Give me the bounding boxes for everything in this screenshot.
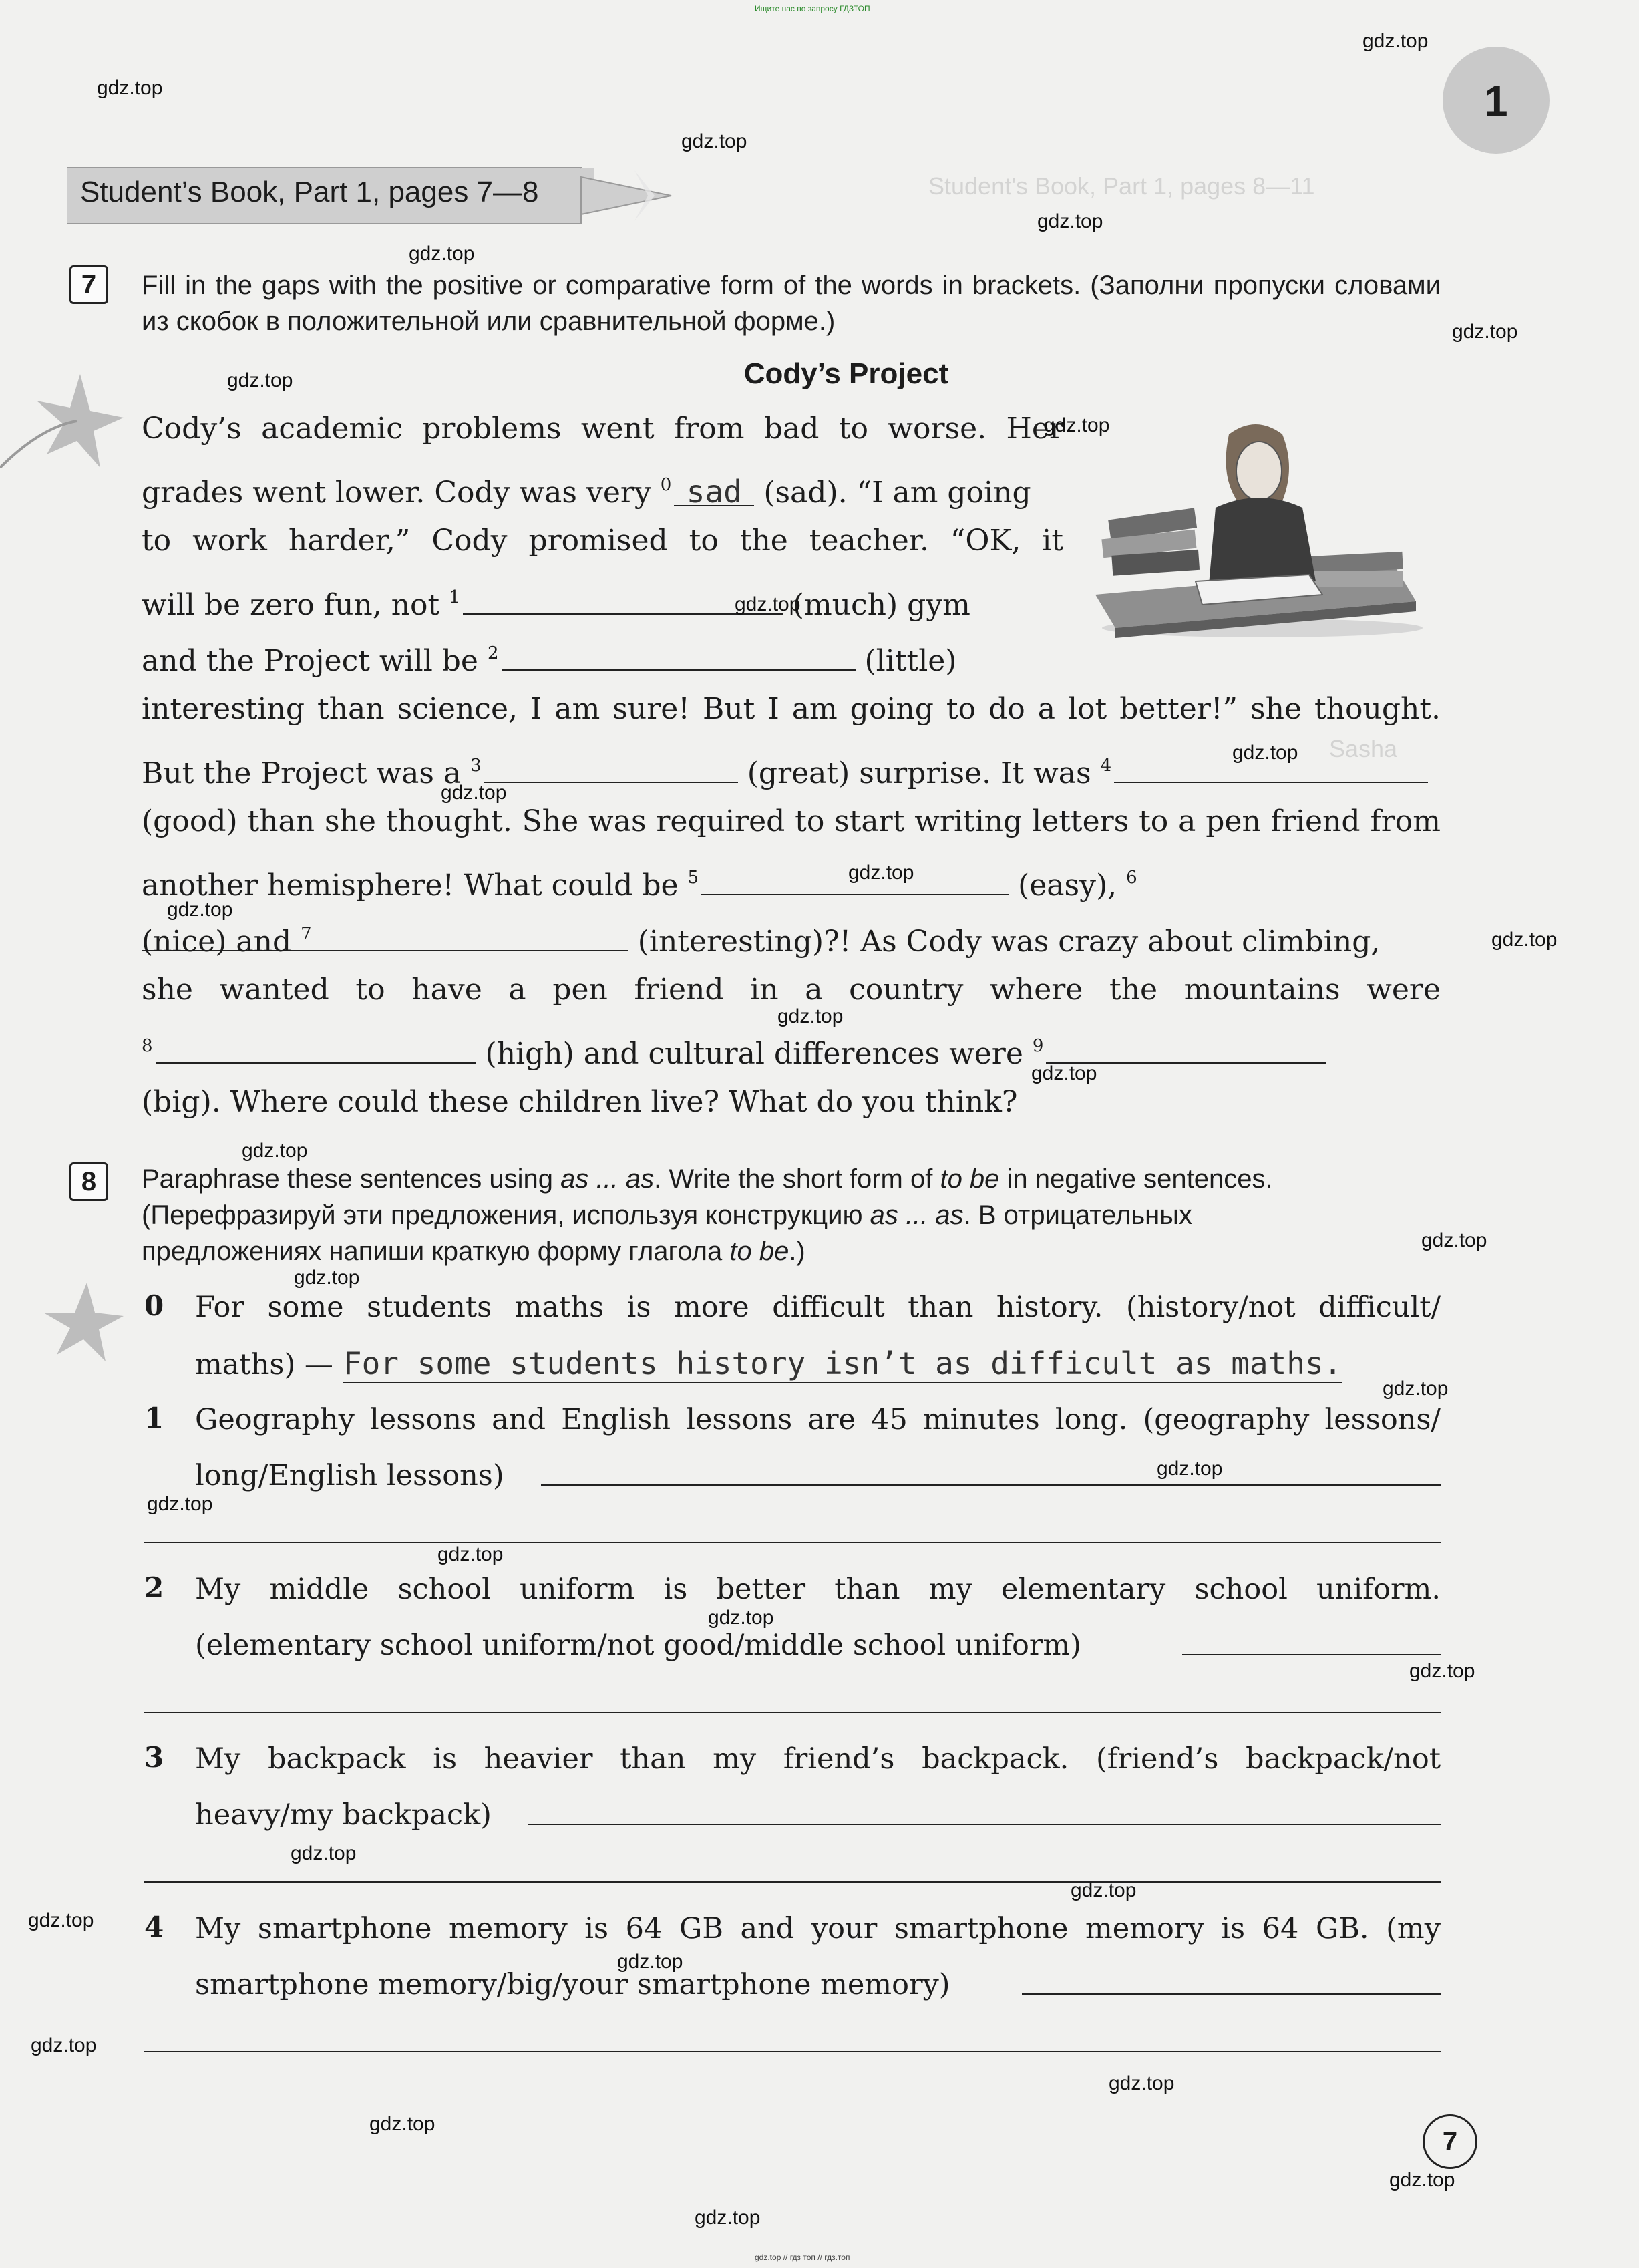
- answer-line-input[interactable]: [144, 1542, 1441, 1543]
- text-span: to be: [729, 1237, 789, 1266]
- text-span: (good) than she thought. She was required to start writing letters to a pen friend from: [142, 804, 1441, 838]
- text-span: .): [789, 1237, 805, 1266]
- page-number-badge: 1: [1443, 47, 1550, 154]
- answer-line-input[interactable]: [1022, 1993, 1441, 1995]
- item-text: (elementary school uniform/not good/middle school uniform): [195, 1629, 1081, 1662]
- watermark: gdz.top: [1491, 929, 1558, 951]
- exercise-7-instruction: Fill in the gaps with the positive or comparative form of the words in brackets. (Заполни пропуски словами из скобок в положительной или сравнительной форме.): [142, 271, 1441, 336]
- gap-number: 3: [470, 756, 482, 776]
- list-item: [195, 1392, 1441, 1448]
- text-span: (sad). “I am going: [763, 476, 1031, 510]
- text-line: [142, 1074, 1441, 1130]
- text-span: . Write the short form of: [654, 1164, 933, 1194]
- instruction-line: [142, 1197, 1441, 1233]
- text-span: (great) surprise. It was: [747, 756, 1091, 790]
- girl-studying-illustration: [1082, 408, 1429, 641]
- item-number: 3: [144, 1741, 164, 1774]
- item-text: For some students maths is more difficult than history. (history/not difficult/: [195, 1291, 1441, 1324]
- list-item: [195, 1957, 1441, 2013]
- text-line: [142, 681, 1441, 738]
- gap-9-input[interactable]: [1046, 1039, 1326, 1064]
- gap-number: 7: [301, 924, 312, 944]
- watermark: gdz.top: [28, 1909, 94, 1931]
- gap-2-input[interactable]: [502, 647, 856, 671]
- item-text: My smartphone memory is 64 GB and your smartphone memory is 64 GB. (my: [195, 1912, 1441, 1945]
- watermark: gdz.top: [409, 242, 475, 265]
- watermark: gdz.top: [242, 1140, 308, 1162]
- watermark: gdz.top: [441, 782, 507, 804]
- page-number-footer: [1423, 2114, 1477, 2169]
- text-span: (much) gym: [792, 588, 970, 622]
- text-span: (high) and cultural differences were: [485, 1037, 1023, 1071]
- text-line: [142, 794, 1441, 850]
- text-span: she wanted to have a pen friend in a country where the mountains were: [142, 973, 1441, 1007]
- answer-line-input[interactable]: [144, 1881, 1441, 1883]
- watermark: gdz.top: [708, 1607, 774, 1629]
- watermark: gdz.top: [681, 130, 747, 152]
- watermark: gdz.top: [777, 1005, 844, 1027]
- item-text: My backpack is heavier than my friend’s backpack. (friend’s backpack/not: [195, 1742, 1441, 1776]
- text-span: to work harder,” Cody promised to the teacher. “OK, it: [142, 524, 1063, 558]
- watermark: gdz.top: [1452, 321, 1518, 343]
- list-item: [195, 1561, 1441, 1617]
- answer-line-input[interactable]: [1182, 1654, 1441, 1655]
- watermark: gdz.top: [227, 369, 293, 391]
- text-span: interesting than science, I am sure! But I am going to do a lot better!” she thought.: [142, 692, 1441, 726]
- list-item: [195, 1731, 1441, 1787]
- item-text: smartphone memory/big/your smartphone memory): [195, 1968, 950, 2001]
- exercise-7-number: 7: [69, 265, 108, 304]
- text-span: as ... as: [870, 1200, 964, 1230]
- list-item: [195, 1448, 1441, 1504]
- gap-8-input[interactable]: [156, 1039, 476, 1064]
- watermark: gdz.top: [1044, 414, 1110, 436]
- watermark: gdz.top: [695, 2207, 761, 2229]
- text-span: (interesting)?! As Cody was crazy about climbing,: [637, 925, 1381, 959]
- text-span: and the Project will be: [142, 644, 478, 678]
- gap-number: 5: [687, 868, 699, 888]
- star-decoration-icon: [33, 1276, 127, 1369]
- watermark: gdz.top: [97, 77, 163, 99]
- example-answer: For some students history isn’t as difficult as maths.: [343, 1345, 1342, 1382]
- text-span: (easy),: [1018, 868, 1117, 903]
- watermark: gdz.top: [291, 1842, 357, 1865]
- watermark: gdz.top: [294, 1267, 360, 1289]
- text-line: [142, 401, 1063, 457]
- instruction-line: [142, 1233, 1441, 1269]
- text-span: Cody’s academic problems went from bad to worse. Her: [142, 412, 1063, 446]
- item-text: heavy/my backpack): [195, 1798, 492, 1832]
- exercise-7-title: Cody’s Project: [743, 357, 949, 390]
- gap-3-input[interactable]: [484, 759, 738, 783]
- gap-number: 9: [1032, 1036, 1044, 1056]
- text-span: (little): [864, 644, 957, 678]
- gap-number: 0: [660, 475, 672, 495]
- text-span: as ... as: [560, 1164, 655, 1194]
- bottom-banner: gdz.top // гдз топ // гдз.топ: [755, 2253, 850, 2262]
- gap-number: 6: [1126, 868, 1137, 888]
- watermark: gdz.top: [1389, 2169, 1455, 2191]
- answer-line-input[interactable]: [528, 1824, 1441, 1825]
- item-text: long/English lessons): [195, 1459, 504, 1492]
- exercise-8-instruction: [142, 1161, 1441, 1269]
- watermark: gdz.top: [147, 1493, 213, 1515]
- text-span: (Перефразируй эти предложения, используя конструкцию: [142, 1200, 863, 1230]
- text-line: [142, 569, 1063, 633]
- list-item: [195, 1901, 1441, 1957]
- text-span: Paraphrase these sentences using: [142, 1164, 553, 1194]
- watermark: gdz.top: [369, 2113, 435, 2135]
- watermark: gdz.top: [167, 899, 233, 921]
- gap-number: 2: [487, 643, 499, 663]
- answer-line-input[interactable]: [144, 1712, 1441, 1713]
- text-line: [142, 625, 1063, 689]
- section-header-text: Student’s Book, Part 1, pages 7—8: [80, 176, 539, 208]
- watermark: gdz.top: [1383, 1378, 1449, 1400]
- text-span: grades went lower. Cody was very: [142, 476, 651, 510]
- list-item: [195, 1617, 1441, 1673]
- text-span: . В отрицательных: [963, 1200, 1193, 1230]
- text-line: [142, 513, 1063, 569]
- gap-7-input[interactable]: [315, 927, 628, 951]
- watermark: gdz.top: [1421, 1229, 1487, 1251]
- watermark: gdz.top: [1031, 1062, 1097, 1084]
- text-span: in negative sentences.: [1007, 1164, 1273, 1194]
- list-item: [195, 1279, 1441, 1335]
- watermark: gdz.top: [1157, 1458, 1223, 1480]
- watermark: gdz.top: [31, 2034, 97, 2056]
- section-header: [67, 164, 675, 228]
- watermark: gdz.top: [1109, 2072, 1175, 2094]
- gap-number: 4: [1100, 756, 1112, 776]
- item-number: 2: [144, 1571, 164, 1604]
- item-text: Geography lessons and English lessons are 45 minutes long. (geography lessons/: [195, 1403, 1441, 1436]
- example-answer: sad: [674, 478, 754, 506]
- answer-line-input[interactable]: [541, 1484, 1441, 1486]
- text-span: will be zero fun, not: [142, 588, 440, 622]
- text-span: (nice) and: [142, 925, 292, 959]
- watermark: gdz.top: [1232, 742, 1298, 764]
- watermark: gdz.top: [1037, 210, 1103, 232]
- text-span: another hemisphere! What could be: [142, 868, 679, 903]
- exercise-8-number: 8: [69, 1162, 108, 1201]
- watermark: gdz.top: [848, 862, 914, 884]
- item-number: 1: [144, 1402, 164, 1434]
- item-text: My middle school uniform is better than my elementary school uniform.: [195, 1573, 1441, 1606]
- gap-number: 1: [449, 587, 460, 607]
- list-item: [195, 1335, 1441, 1393]
- watermark: gdz.top: [735, 593, 801, 615]
- instruction-line: [142, 1161, 1441, 1197]
- item-text: maths) —: [195, 1348, 333, 1382]
- watermark: gdz.top: [1071, 1879, 1137, 1901]
- text-line: [142, 906, 1441, 970]
- page-number-text: 7: [1442, 2127, 1458, 2156]
- item-number: 0: [144, 1289, 164, 1322]
- text-span: But the Project was a: [142, 756, 462, 790]
- list-item: [195, 1787, 1441, 1843]
- item-number: 4: [144, 1911, 164, 1943]
- answer-line-input[interactable]: [144, 2051, 1441, 2052]
- watermark: gdz.top: [1362, 30, 1429, 52]
- watermark: gdz.top: [1409, 1660, 1475, 1682]
- watermark: gdz.top: [617, 1951, 683, 1973]
- text-span: to be: [940, 1164, 1000, 1194]
- text-line: [142, 457, 1063, 521]
- top-banner: Ищите нас по запросу ГДЗТОП: [755, 4, 870, 13]
- text-span: (big). Where could these children live? What do you think?: [142, 1085, 1018, 1119]
- gap-number: 8: [142, 1036, 153, 1056]
- watermark: gdz.top: [437, 1543, 504, 1565]
- text-span: предложениях напиши краткую форму глагола: [142, 1237, 723, 1266]
